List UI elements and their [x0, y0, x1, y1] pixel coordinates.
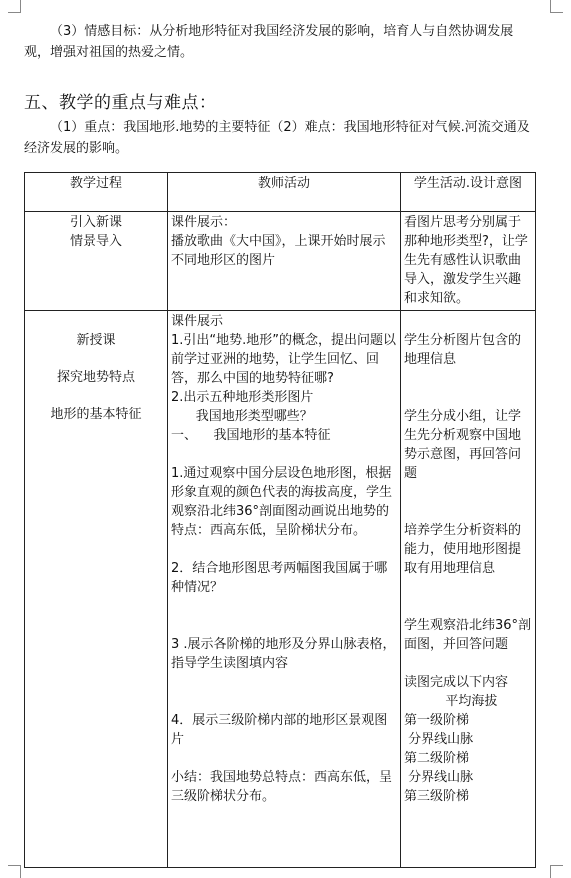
cell-line [171, 692, 397, 711]
student-cell-intro: 看图片思考分别属于那种地形类型?，让学生先有感性认识歌曲导入，激发学生兴趣和求知欲。 [401, 212, 536, 311]
cell-line [404, 483, 532, 502]
process-cell-intro [25, 212, 168, 311]
cell-line: 2．结合地形图思考两幅图我国属于哪种情况？ [171, 561, 388, 595]
cell-line: 第三级阶梯 [404, 789, 470, 804]
cell-line: 分界线山脉 [404, 732, 474, 747]
cell-line: 第一级阶梯 [404, 713, 470, 728]
cell-line [404, 578, 532, 597]
cell-line: 1.引出“地势.地形”的概念，提出问题以前学过亚洲的地势，让学生回忆、回答，那么中国的地势特征哪? [171, 333, 397, 386]
cell-line: 第二级阶梯 [404, 751, 470, 766]
process-label: 探究地势特点 [56, 370, 135, 385]
cell-line [404, 369, 532, 388]
cell-line: 我国地形类型哪些？ [171, 409, 313, 424]
crop-mark-bottom-right [550, 865, 563, 878]
process-label: 情景导入 [69, 234, 122, 249]
header-process: 教学过程 [25, 173, 168, 212]
cell-line [404, 597, 532, 616]
process-label: 新授课 [76, 333, 116, 348]
header-teacher: 教师活动 [168, 173, 401, 212]
crop-mark-bottom-left [8, 865, 21, 878]
cell-line [171, 616, 397, 635]
process-label: 地形的基本特征 [50, 407, 142, 422]
cell-line [171, 749, 397, 768]
focus-difficulty-paragraph: （1）重点：我国地形.地势的主要特征（2）难点：我国地形特征对气候.河流交通及经济发展的影响。 [24, 120, 530, 156]
cell-line: 小结：我国地势总特点：西高东低，呈三级阶梯状分布。 [171, 770, 393, 804]
header-student: 学生活动.设计意图 [401, 173, 536, 212]
cell-line: 读图完成以下内容 [404, 675, 509, 690]
teacher-cell-intro: 课件展示： 播放歌曲《大中国》，上课开始时展示不同地形区的图片 [168, 212, 401, 311]
process-cell-new [25, 311, 168, 868]
cell-line: 一、 我国地形的基本特征 [171, 428, 331, 443]
table-row [25, 212, 536, 311]
cell-line: 课件展示 [171, 314, 224, 329]
process-label: 引入新课 [69, 215, 122, 230]
cell-line: 4．展示三级阶梯内部的地形区景观图片 [171, 713, 388, 747]
cell-line [404, 502, 532, 521]
emotion-goal-paragraph: （3）情感目标：从分析地形特征对我国经济发展的影响，培育人与自然协调发展观，增强对祖国的热爱之情。 [24, 24, 514, 60]
section-title: 五、教学的重点与难点： [24, 93, 217, 113]
cell-line: 平均海拔 [404, 694, 498, 709]
cell-line [171, 540, 397, 559]
cell-line: 2.出示五种地形类形图片 [171, 390, 314, 405]
cell-line [171, 597, 397, 616]
cell-line: 培养学生分析资料的能力，使用地形图提取有用地理信息 [404, 523, 522, 576]
crop-mark-top-left [8, 0, 21, 13]
cell-line: 1.通过观察中国分层设色地形图，根据形象直观的颜色代表的海拔高度，学生观察沿北纬36°剖面图动画说出地势的特点：西高东低，呈阶梯状分布。 [171, 466, 393, 538]
cell-line: 学生观察沿北纬36°剖面图，并回答问题 [404, 618, 532, 652]
table-header-row [25, 173, 536, 212]
crop-mark-top-right [550, 0, 563, 13]
table-row [25, 311, 536, 868]
teacher-cell-new [168, 311, 401, 868]
student-cell-new [401, 311, 536, 868]
cell-line: 学生分成小组，让学生先分析观察中国地势示意图，再回答问题 [404, 409, 522, 481]
cell-line [404, 388, 532, 407]
cell-line [404, 654, 532, 673]
cell-line: 学生分析图片包含的地理信息 [404, 333, 522, 367]
cell-line: 3 .展示各阶梯的地形及分界山脉表格，指导学生读图填内容 [171, 637, 396, 671]
cell-line: 分界线山脉 [404, 770, 474, 785]
cell-line [171, 445, 397, 464]
cell-line [171, 673, 397, 692]
lesson-table [24, 172, 536, 868]
